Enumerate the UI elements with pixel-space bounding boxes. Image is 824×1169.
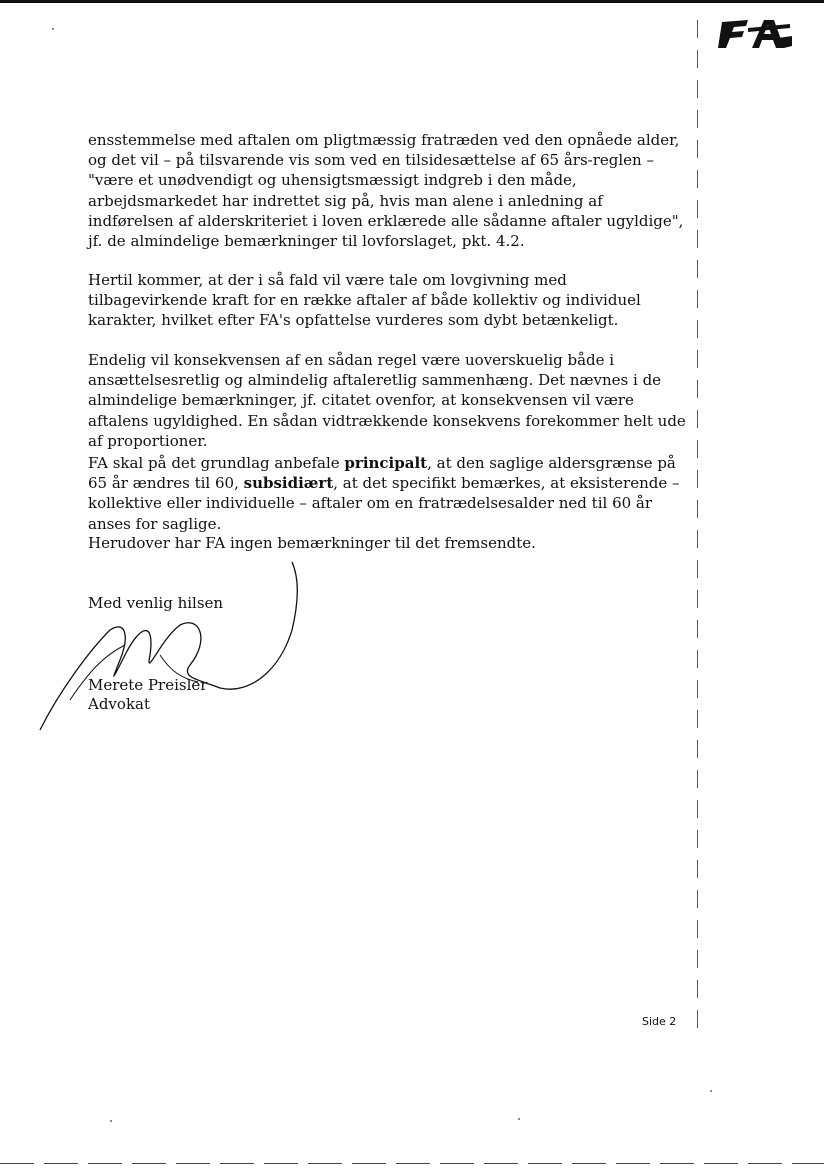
bottom-border	[0, 1163, 824, 1164]
closing-greeting: Med venlig hilsen	[88, 594, 224, 612]
recommendation-principal: principalt	[344, 454, 428, 472]
top-border	[0, 0, 824, 3]
body-paragraph-5: Herudover har FA ingen bemærkninger til det fremsendte.	[88, 534, 536, 552]
scan-speck	[52, 28, 54, 30]
body-paragraph-2: Hertil kommer, at der i så fald vil være tale om lovgivning med tilbagevirkende kraft for en række aftaler af både kollektiv og individuel karakter, hvilket efter FA's opfattelse vurderes som dybt betænkeligt.	[88, 271, 641, 330]
signature-block	[88, 676, 207, 714]
recommendation-text-b: , at den saglige aldersgrænse på 65 år ændres til 60,	[88, 454, 676, 493]
scan-speck	[518, 1118, 520, 1120]
fa-logo-icon	[718, 16, 792, 50]
margin-line	[697, 20, 698, 1030]
body-paragraph-4	[88, 453, 688, 534]
recommendation-subsidiary: subsidiært	[243, 474, 334, 493]
page-number: Side 2	[642, 1015, 677, 1028]
recommendation-text-c: , at det specifikt bemærkes, at eksisterende – kollektive eller individuelle – aftaler om en fratrædelsesalder ned til 60 år anses for saglige.	[88, 474, 680, 533]
body-paragraph-3: Endelig vil konsekvensen af en sådan regel være uoverskuelig både i ansættelsesretlig og almindelig aftaleretlig sammenhæng. Det nævnes i de almindelige bemærkninger, jf. citatet ovenfor, at konsekvensen vil være aftalens ugyldighed. En sådan vidtrækkende konsekvens forekommer helt ude af proportioner.	[88, 351, 686, 450]
scan-speck	[110, 1120, 112, 1122]
scan-speck	[710, 1090, 712, 1092]
signer-title: Advokat	[88, 695, 150, 713]
recommendation-text-a: FA skal på det grundlag anbefale	[88, 454, 345, 472]
signer-name: Merete Preisler	[88, 676, 208, 694]
body-paragraph-1: ensstemmelse med aftalen om pligtmæssig fratræden ved den opnåede alder, og det vil – på tilsvarende vis som ved en tilsidesættelse af 65 års-reglen – "være et unødvendigt og uhensigtsmæssigt indgreb i den måde, arbejdsmarkedet har indrettet sig på, hvis man alene i anledning af indførelsen af alderskriteriet i loven erklærede alle sådanne aftaler ugyldige", jf. de almindelige bemærkninger til lovforslaget, pkt. 4.2.	[88, 131, 684, 251]
